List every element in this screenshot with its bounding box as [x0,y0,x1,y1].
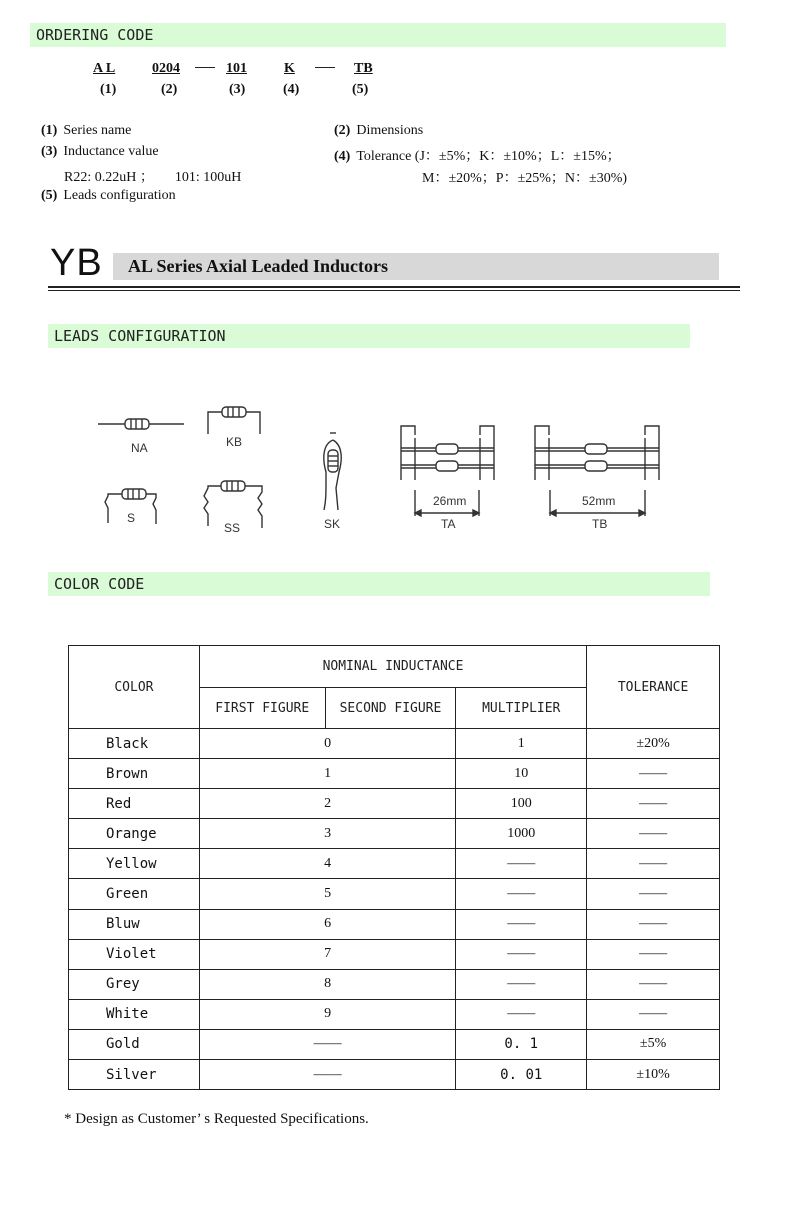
spec-inductance-example: R22: 0.22uH ； 101: 100uH [64,170,242,185]
color-name-cell: Red [69,789,200,819]
code-part-inductance: 101 [226,61,247,76]
table-row [69,909,720,939]
figure-cell: 0 [199,729,455,759]
lead-kb-drawing [208,407,260,434]
multiplier-cell: —— [456,849,587,879]
tolerance-cell: —— [587,789,720,819]
divider [48,286,740,288]
color-name-cell: Orange [69,819,200,849]
spec-tolerance: (4) Tolerance (J：±5%；K：±10%；L：±15%； [334,149,621,164]
tolerance-cell: —— [587,969,720,999]
table-row [69,759,720,789]
figure-cell: 4 [199,849,455,879]
color-name-cell: Grey [69,969,200,999]
table-row [69,849,720,879]
color-name-cell: Bluw [69,909,200,939]
lead-label-ta: TA [441,517,456,531]
table-row [69,969,720,999]
lead-label-kb: KB [226,435,243,449]
tolerance-cell: —— [587,939,720,969]
multiplier-cell: 1 [456,729,587,759]
lead-label-ss: SS [224,521,241,535]
table-row [69,999,720,1029]
tolerance-cell: ±5% [587,1029,720,1059]
table-row [69,1029,720,1059]
code-number: (1) [100,82,117,97]
footnote: * Design as Customer’ s Requested Specifications. [64,1111,369,1127]
figure-cell: —— [199,1029,455,1059]
figure-cell: 7 [199,939,455,969]
lead-na-drawing [98,419,184,429]
figure-cell: —— [199,1060,455,1090]
color-name-cell: Yellow [69,849,200,879]
multiplier-cell: —— [456,909,587,939]
table-row [69,1060,720,1090]
table-row [69,819,720,849]
code-part-tolerance: K [284,61,295,76]
color-name-cell: Black [69,729,200,759]
table-row [69,789,720,819]
color-code-heading: COLOR CODE [48,572,710,596]
spec-series-name: (1) Series name [41,123,132,138]
header-nominal-inductance: NOMINAL INDUCTANCE [199,646,586,688]
figure-cell: 5 [199,879,455,909]
code-dash [195,67,215,68]
figure-cell: 8 [199,969,455,999]
lead-label-na: NA [131,441,148,455]
multiplier-cell: 0. 1 [456,1029,587,1059]
ordering-code-heading: ORDERING CODE [30,23,726,47]
multiplier-cell: 10 [456,759,587,789]
dimension-label-26mm: 26mm [433,494,467,508]
leads-configuration-diagram [90,398,680,538]
code-number: (5) [352,82,369,97]
color-name-cell: Violet [69,939,200,969]
tolerance-cell: —— [587,909,720,939]
dimension-label-52mm: 52mm [582,494,616,508]
tolerance-cell: —— [587,819,720,849]
figure-cell: 6 [199,909,455,939]
figure-cell: 9 [199,999,455,1029]
multiplier-cell: 1000 [456,819,587,849]
tolerance-cell: —— [587,759,720,789]
spec-dimensions: (2) Dimensions [334,123,424,138]
header-color: COLOR [69,646,200,729]
code-number: (3) [229,82,246,97]
multiplier-cell: —— [456,999,587,1029]
tolerance-cell: ±20% [587,729,720,759]
multiplier-cell: —— [456,879,587,909]
lead-label-tb: TB [592,517,608,531]
figure-cell: 1 [199,759,455,789]
spec-leads-configuration: (5) Leads configuration [41,188,176,203]
tolerance-cell: ±10% [587,1060,720,1090]
code-part-series: A L [93,61,116,76]
color-code-table [68,645,720,1090]
color-name-cell: Silver [69,1060,200,1090]
color-name-cell: Gold [69,1029,200,1059]
tolerance-cell: —— [587,999,720,1029]
leads-configuration-heading: LEADS CONFIGURATION [48,324,690,348]
multiplier-cell: —— [456,969,587,999]
multiplier-cell: 0. 01 [456,1060,587,1090]
code-part-leads: TB [354,61,373,76]
spec-inductance-value: (3) Inductance value [41,144,159,159]
brand-logo: YB [50,242,103,284]
figure-cell: 3 [199,819,455,849]
table-row [69,879,720,909]
multiplier-cell: —— [456,939,587,969]
multiplier-cell: 100 [456,789,587,819]
tolerance-cell: —— [587,879,720,909]
tolerance-cell: —— [587,849,720,879]
lead-label-s: S [127,511,136,525]
header-tolerance: TOLERANCE [587,646,720,729]
header-multiplier: MULTIPLIER [456,688,587,729]
lead-label-sk: SK [324,517,341,531]
code-part-dimensions: 0204 [152,61,180,76]
figure-cell: 2 [199,789,455,819]
color-name-cell: Brown [69,759,200,789]
divider [48,290,740,291]
color-name-cell: White [69,999,200,1029]
code-dash [315,67,335,68]
page-title: AL Series Axial Leaded Inductors [128,256,389,276]
color-name-cell: Green [69,879,200,909]
header-first-figure: FIRST FIGURE [199,688,325,729]
code-number: (4) [283,82,300,97]
lead-sk-drawing [324,433,341,510]
spec-tolerance-continued: M：±20%；P：±25%；N：±30%) [422,171,628,186]
header-second-figure: SECOND FIGURE [325,688,456,729]
table-row [69,939,720,969]
table-row [69,729,720,759]
code-number: (2) [161,82,178,97]
